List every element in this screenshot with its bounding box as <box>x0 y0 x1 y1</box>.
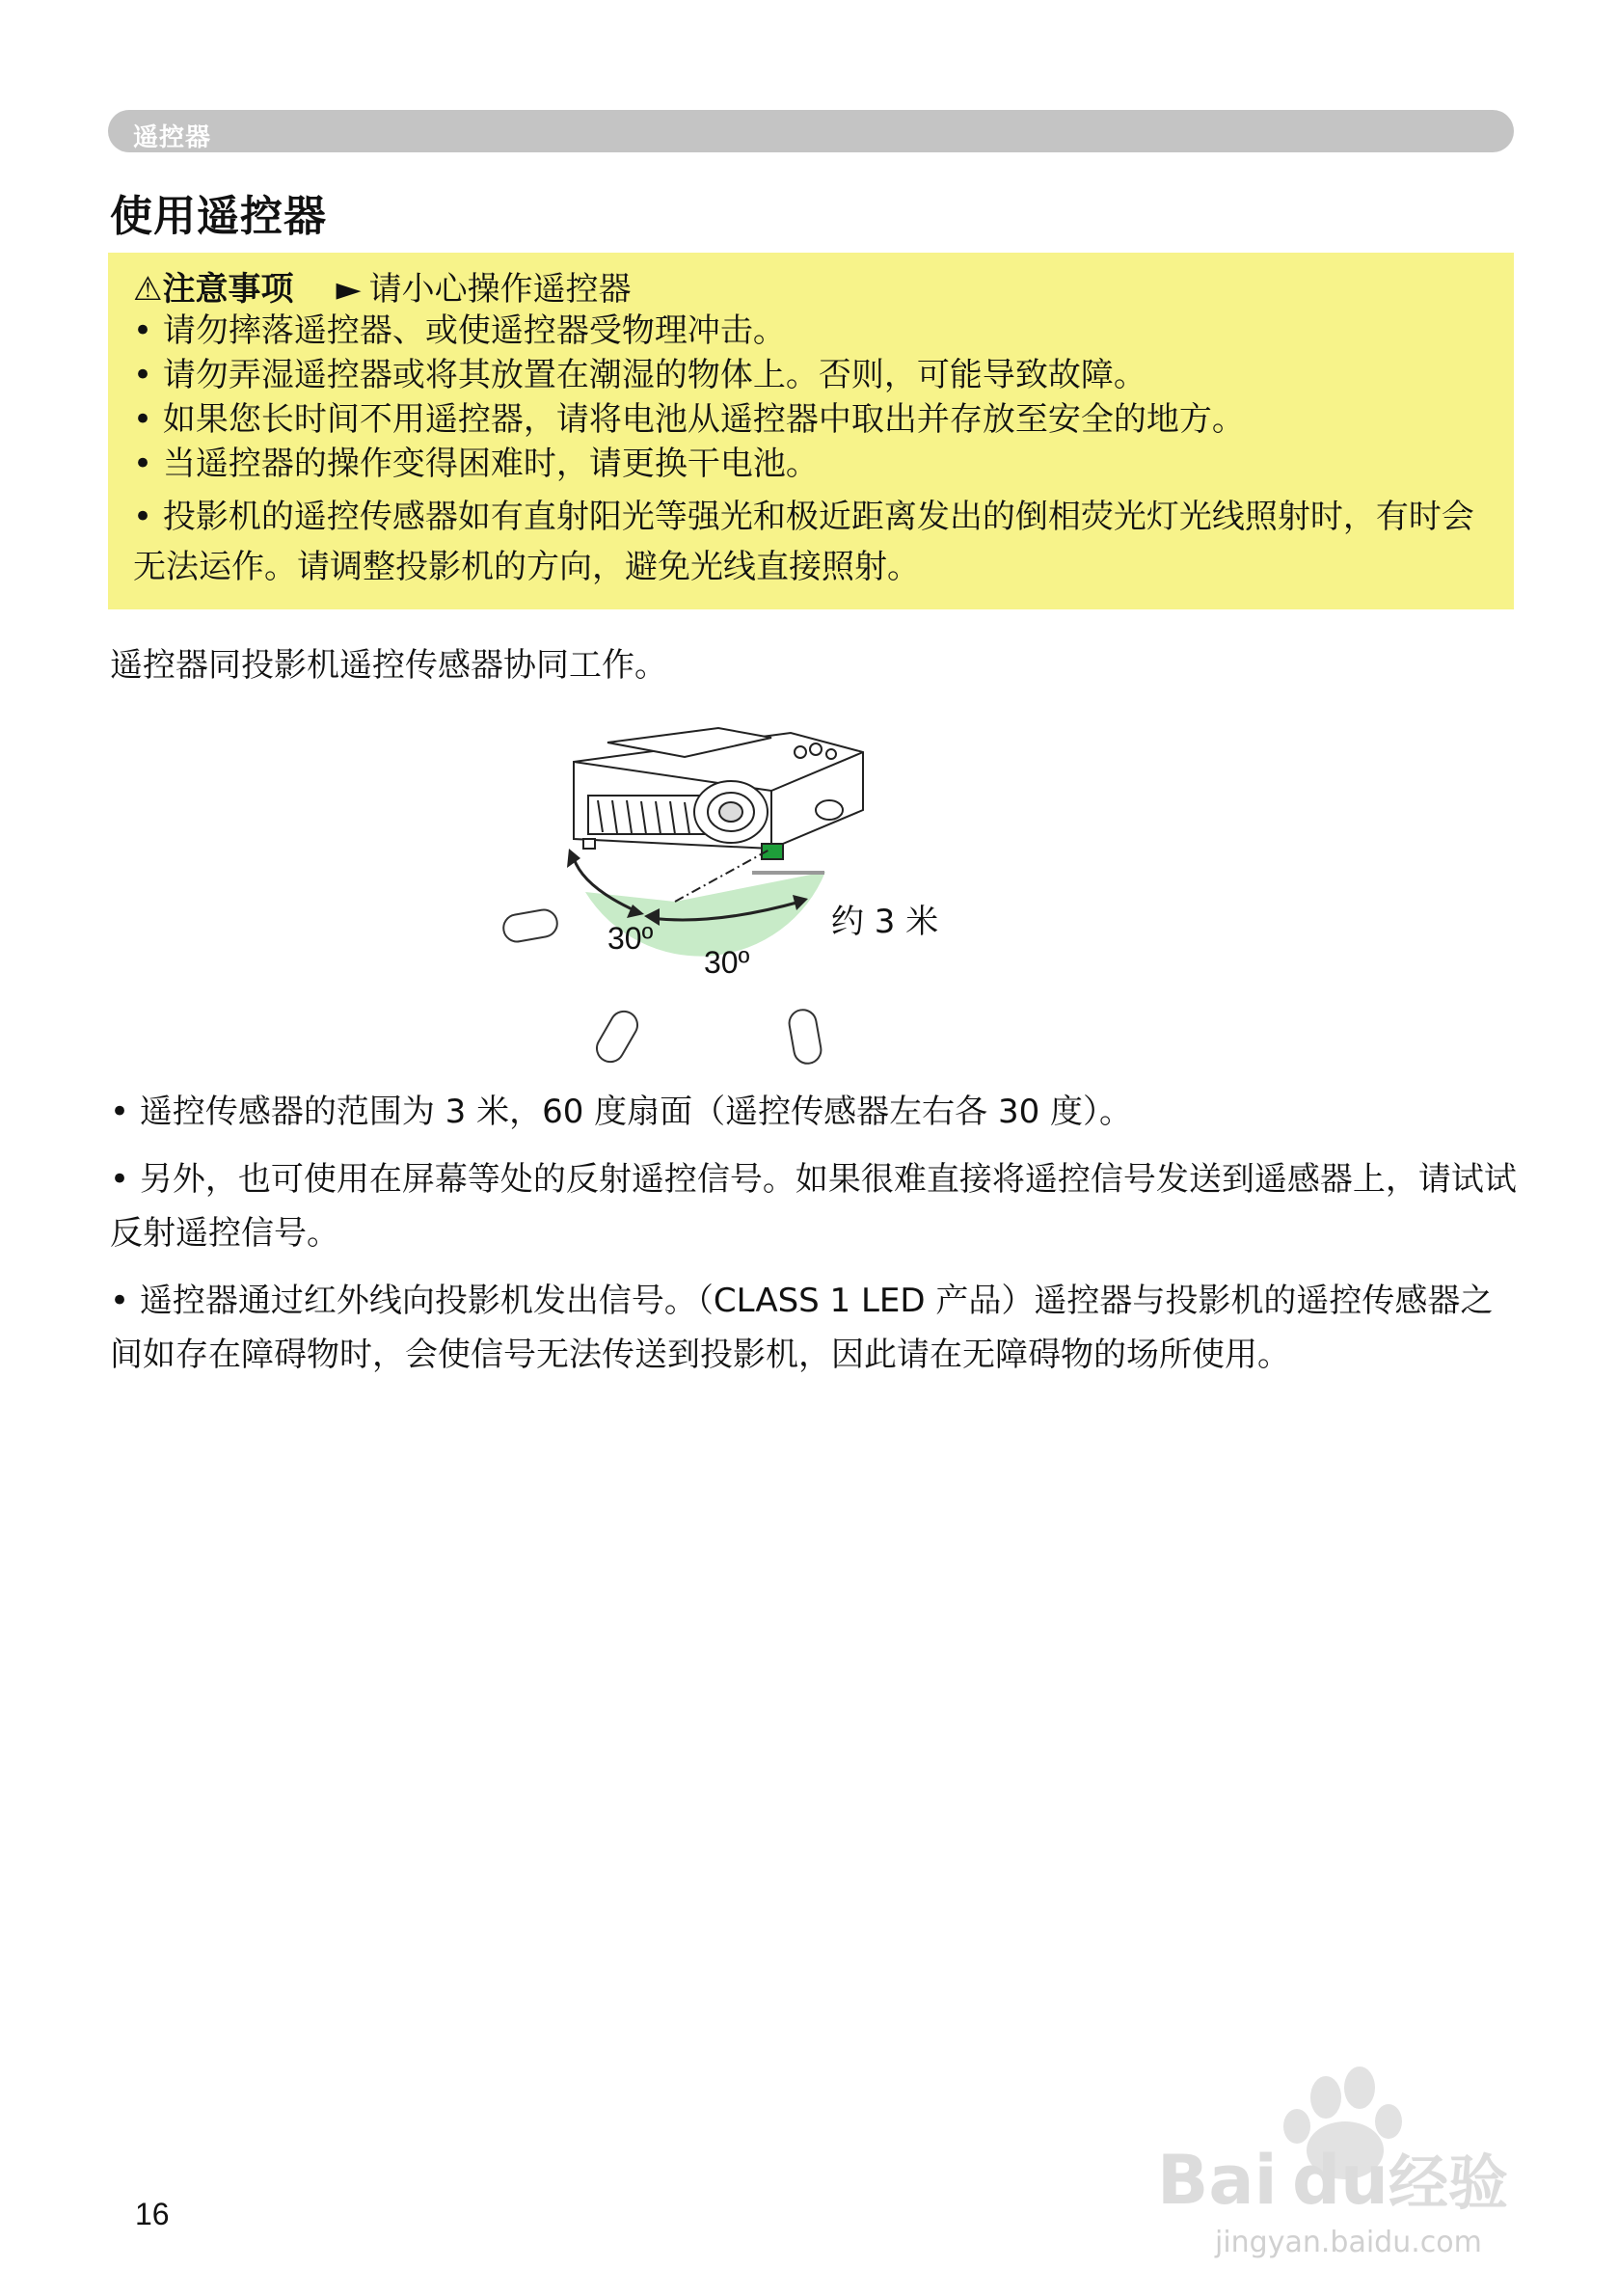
caution-label: 注意事项 <box>162 270 294 309</box>
note-paragraph: • 遥控器通过红外线向投影机发出信号。（CLASS 1 LED 产品）遥控器与投影机的遥控传感器之间如存在障碍物时，会使信号无法传送到投影机，因此请在无障碍物的场所使用。 <box>110 1282 1494 1374</box>
caution-item: • 请勿摔落遥控器、或使遥控器受物理冲击。 <box>133 311 786 350</box>
note-paragraph: • 遥控传感器的范围为 3 米，60 度扇面（遥控传感器左右各 30 度）。 <box>110 1093 1133 1131</box>
baidu-watermark <box>1147 2044 1552 2276</box>
watermark-brand-2: du <box>1292 2141 1389 2220</box>
caution-subtitle: 请小心操作遥控器 <box>368 270 632 309</box>
caution-list <box>133 309 1493 592</box>
section-label: 遥控器 <box>133 123 212 152</box>
notes-section <box>110 1085 1518 1395</box>
caution-item: • 请勿弄湿遥控器或将其放置在潮湿的物体上。否则，可能导致故障。 <box>133 356 1146 394</box>
caution-header <box>133 262 632 310</box>
caution-box <box>108 253 1514 609</box>
projector-image <box>574 728 863 859</box>
caution-item: • 如果您长时间不用遥控器，请将电池从遥控器中取出并存放至安全的地方。 <box>133 400 1245 439</box>
page-title: 使用遥控器 <box>110 192 327 241</box>
intro-text: 遥控器同投影机遥控传感器协同工作。 <box>110 646 667 685</box>
page-number: 16 <box>135 2197 170 2231</box>
remote-range-diagram <box>482 704 926 1080</box>
section-header-bar <box>108 110 1514 152</box>
caution-item: • 投影机的遥控传感器如有直射阳光等强光和极近距离发出的倒相荧光灯光线照射时，有时会无法运作。请调整投影机的方向，避免光线直接照射。 <box>133 498 1474 586</box>
watermark-url: jingyan.baidu.com <box>1215 2226 1482 2259</box>
caution-item: • 当遥控器的操作变得困难时，请更换干电池。 <box>133 445 819 483</box>
distance-label: 约 3 米 <box>831 903 939 941</box>
watermark-brand: Bai <box>1157 2141 1278 2220</box>
angle-label-right: 30º <box>704 945 750 980</box>
arrow-right-icon: ► <box>336 270 362 309</box>
watermark-suffix: 经验 <box>1389 2147 1509 2218</box>
angle-label-left: 30º <box>607 921 654 956</box>
warning-triangle-icon: ⚠ <box>133 270 163 309</box>
note-paragraph: • 另外，也可使用在屏幕等处的反射遥控信号。如果很难直接将遥控信号发送到遥感器上，请试试反射遥控信号。 <box>110 1160 1517 1253</box>
